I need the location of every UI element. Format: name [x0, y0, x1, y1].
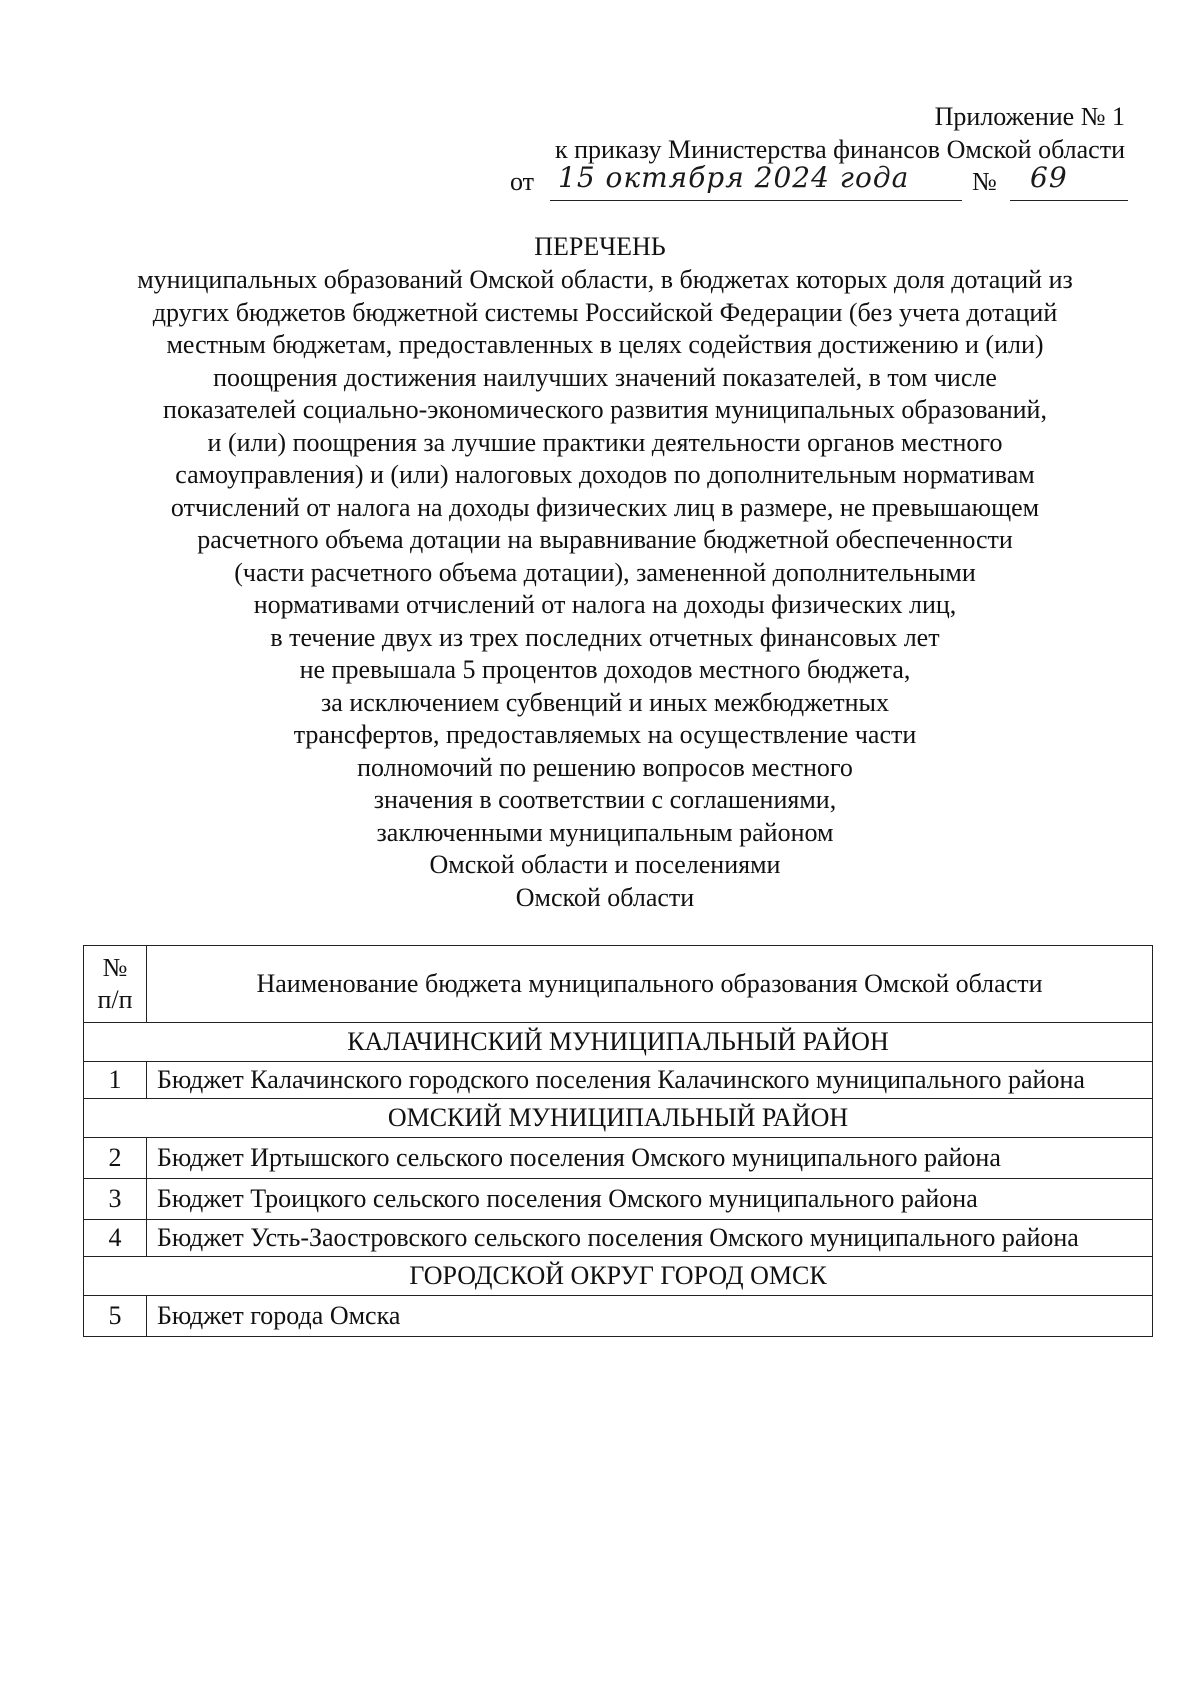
order-number-label: № [972, 167, 997, 196]
district-name: ГОРОДСКОЙ ОКРУГ ГОРОД ОМСК [84, 1257, 1153, 1296]
document-heading: муниципальных образований Омской области, в бюджетах которых доля дотаций из других бюджетов бюджетной системы Российской Федерации (без учета дотаций местным бюджетам, предоставленных в целях содействия достижению и (или) поощрения достижения наилучших значений показателей, в том числе показателей социально-экономического развития муниципальных образований, и (или) поощрения за лучшие практики деятельности органов местного самоуправления) и (или) налоговых доходов по дополнительным нормативам отчислений от налога на доходы физических лиц в размере, не превышающем расчетного объема дотации на выравнивание бюджетной обеспеченности (части расчетного объема дотации), замененной дополнительными нормативами отчислений от налога на доходы физических лиц, в течение двух из трех последних отчетных финансовых лет не превышала 5 процентов доходов местного бюджета, за исключением субвенций и иных межбюджетных трансфертов, предоставляемых на осуществление части полномочий по решению вопросов местного значения в соответствии с соглашениями, заключенными муниципальным районом Омской области и поселениями Омской области [137, 265, 1073, 912]
row-number: 2 [84, 1138, 147, 1179]
row-number: 3 [84, 1179, 147, 1220]
table-row [84, 1179, 1153, 1220]
appendix-number: Приложение № 1 [934, 102, 1125, 131]
district-row [84, 1099, 1153, 1138]
order-from-label: от [510, 167, 535, 196]
row-number: 4 [84, 1220, 147, 1257]
header-name-cell [147, 946, 1153, 1023]
municipal-budgets-table [83, 945, 1153, 1337]
order-date-number-line [510, 161, 1130, 207]
district-name: ОМСКИЙ МУНИЦИПАЛЬНЫЙ РАЙОН [84, 1099, 1153, 1138]
handwritten-order-number: 69 [1030, 161, 1068, 194]
date-underline [550, 200, 962, 201]
row-budget-name: Бюджет Усть-Заостровского сельского поселения Омского муниципального района [147, 1220, 1153, 1257]
row-budget-name: Бюджет города Омска [147, 1296, 1153, 1337]
header-name-label: Наименование бюджета муниципального образования Омской области [256, 969, 1043, 998]
document-title: ПЕРЕЧЕНЬ [534, 232, 666, 261]
row-number: 5 [84, 1296, 147, 1337]
appendix-header [555, 100, 1125, 166]
table-row [84, 1138, 1153, 1179]
header-number-label: № п/п [97, 953, 133, 1014]
district-name: КАЛАЧИНСКИЙ МУНИЦИПАЛЬНЫЙ РАЙОН [84, 1023, 1153, 1062]
district-row [84, 1257, 1153, 1296]
appendix-order-reference: к приказу Министерства финансов Омской области [555, 135, 1125, 164]
row-budget-name: Бюджет Троицкого сельского поселения Омского муниципального района [147, 1179, 1153, 1220]
header-number-cell [84, 946, 147, 1023]
row-budget-name: Бюджет Иртышского сельского поселения Омского муниципального района [147, 1138, 1153, 1179]
table-header-row [84, 946, 1153, 1023]
handwritten-order-date: 15 октября 2024 года [558, 161, 910, 194]
row-number: 1 [84, 1062, 147, 1099]
table-row [84, 1296, 1153, 1337]
row-budget-name: Бюджет Калачинского городского поселения Калачинского муниципального района [147, 1062, 1153, 1099]
district-row [84, 1023, 1153, 1062]
table-row [84, 1062, 1153, 1099]
number-underline [1010, 200, 1128, 201]
table-row [84, 1220, 1153, 1257]
